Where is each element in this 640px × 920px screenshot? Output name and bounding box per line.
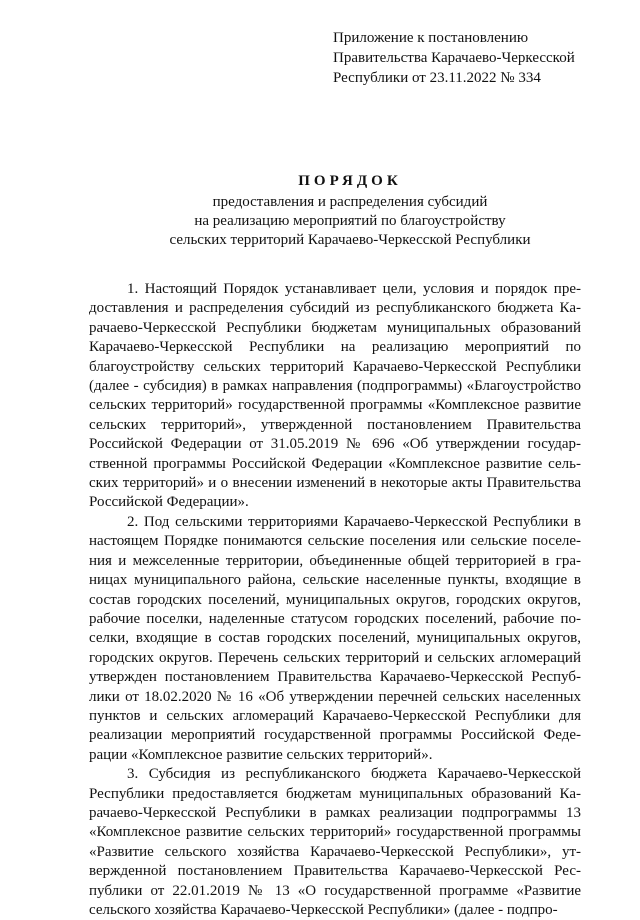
subtitle-line-1: предоставления и распределения субсидий (212, 194, 488, 210)
appendix-line-2: Правительства Карачаево-Черкесской (333, 50, 575, 66)
appendix-line-3: Республики от 23.11.2022 № 334 (333, 70, 541, 86)
appendix-note (333, 28, 623, 88)
subtitle-line-3: сельских территорий Карачаево-Черкесской Республики (169, 232, 531, 248)
paragraph-1: 1. Настоящий Порядок устанавливает цели, условия и порядок предоставления и распределения субсидий из республиканского бюджета Карачаево-Черкесской Республики бюджетам муниципальных образований Карачаево-Черкесской Республики на реализацию мероприятий по благоустройству сельских территорий Карачаево-Черкесской Республики (далее - субсидия) в рамках направления (подпрограммы) «Благоустройство сельских территорий» государственной программы «Комплексное развитие сельских территорий», утвержденной постановлением Правительства Российской Федерации от 31.05.2019 № 696 «Об утверждении государственной программы Российской Федерации «Комплексное развитие сельских территорий» и о внесении изменений в некоторые акты Правительства Российской Федерации». (89, 281, 581, 511)
document-header (0, 169, 640, 250)
subtitle-line-2: на реализацию мероприятий по благоустройству (194, 213, 506, 229)
paragraph-2: 2. Под сельскими территориями Карачаево-Черкесской Республики в настоящем Порядке понимаются сельские поселения или сельские поселения и межселенные территории, объединенные общей территорией в границах муниципального района, сельские населенные пункты, входящие в состав городских поселений, муниципальных округов, городских округов, рабочие поселки, наделенные статусом городских поселений, рабочие поселки, входящие в состав городских поселений, муниципальных округов, городских округов. Перечень сельских территорий и сельских агломераций утвержден постановлением Правительства Карачаево-Черкесской Республики от 18.02.2020 № 16 «Об утверждении перечней сельских населенных пунктов и сельских агломераций Карачаево-Черкесской Республики для реализации мероприятий государственной программы Российской Федерации «Комплексное развитие сельских территорий». (89, 513, 581, 763)
document-title: ПОРЯДОК (298, 173, 402, 189)
document-body (89, 280, 581, 920)
paragraph-3: 3. Субсидия из республиканского бюджета Карачаево-Черкесской Республики предоставляется бюджетам муниципальных образований Карачаево-Черкесской Республики в рамках реализации подпрограммы 13 «Комплексное развитие сельских территорий» государственной программы «Развитие сельского хозяйства Карачаево-Черкесской Республики», утвержденной постановлением Правительства Карачаево-Черкесской Республики от 22.01.2019 № 13 «О государственной программе «Развитие сельского хозяйства Карачаево-Черкесской Республики» (далее - подпро- (89, 766, 581, 918)
appendix-line-1: Приложение к постановлению (333, 30, 529, 46)
